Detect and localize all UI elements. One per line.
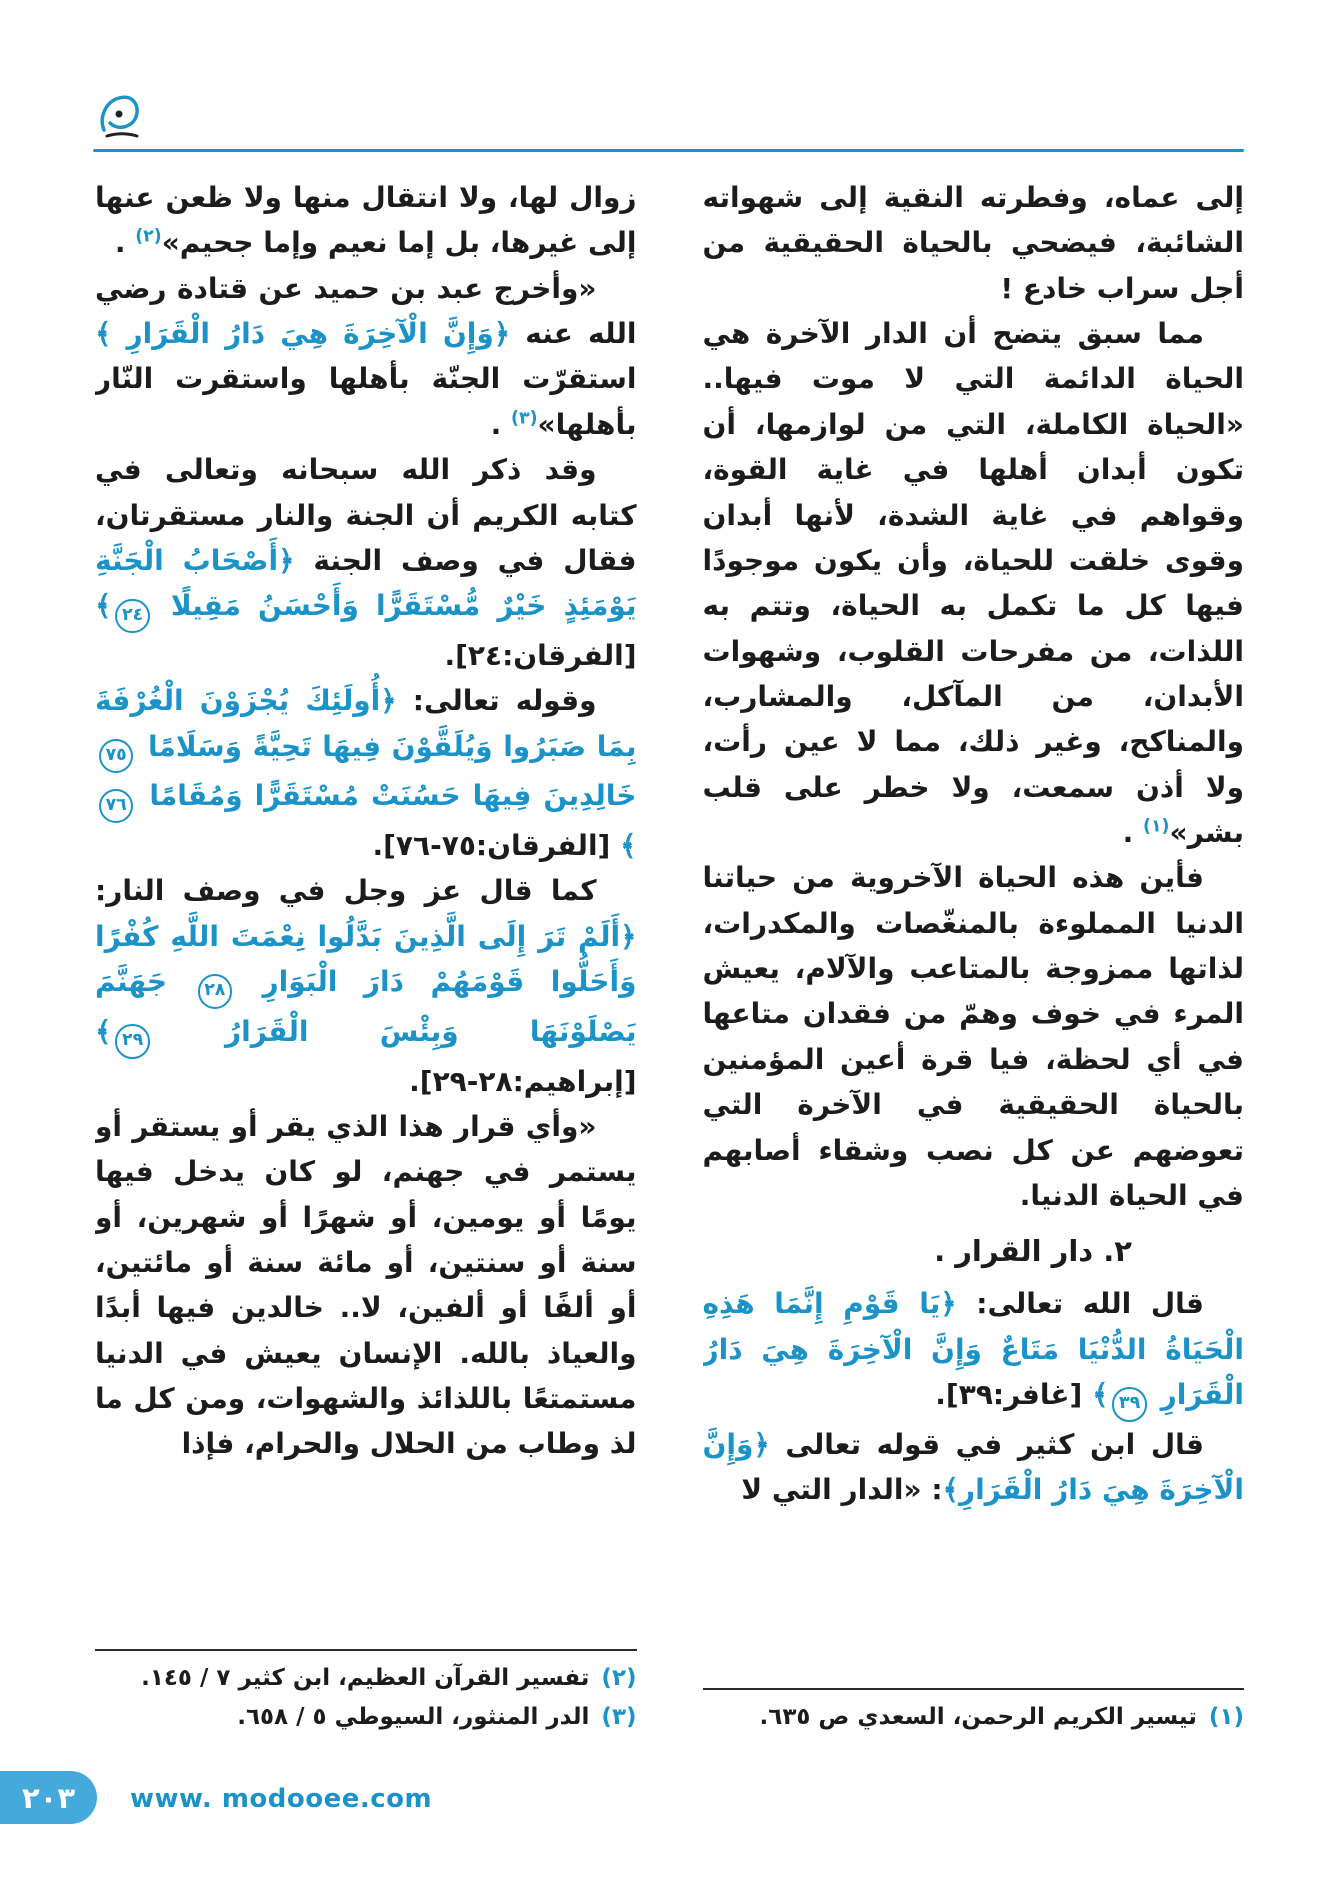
body-text: : «الدار التي لا [741, 1473, 943, 1507]
right-column-text [703, 175, 1245, 1512]
ayah-number: ٧٥ [99, 739, 133, 773]
body-text: كما قال عز وجل في وصف النار: [95, 874, 597, 908]
quran-verse: جَهَنَّمَ يَصْلَوْنَهَا وَبِئْسَ الْقَرَارُ [95, 965, 637, 1048]
footnote-number: (١) [1208, 1704, 1244, 1731]
ayah-number: ٧٦ [99, 789, 133, 823]
body-text: استقرّت الجنّة بأهلها واستقرت النّار بأهلها» [95, 362, 637, 441]
quran-verse: خَالِدِينَ فِيهَا حَسُنَتْ مُسْتَقَرًّا وَمُقَامًا [137, 779, 637, 813]
right-column [703, 175, 1245, 1740]
body-text: . [1122, 816, 1143, 850]
left-footnotes [95, 1643, 637, 1740]
quran-verse: ﴾ [95, 1014, 112, 1048]
footnote-rule [95, 1649, 637, 1651]
quran-verse: ﴾ [1092, 1377, 1109, 1411]
left-column-text [95, 175, 637, 1467]
body-text: وقد ذكر الله سبحانه وتعالى في كتابه الكريم أن الجنة والنار مستقرتان، فقال في وصف الجنة [95, 453, 637, 577]
body-text: . [114, 226, 136, 260]
paragraph [703, 1281, 1245, 1421]
body-text: . [490, 407, 512, 441]
header-rule [93, 149, 1244, 152]
verse-citation: [غافر:٣٩]. [935, 1377, 1093, 1411]
body-text: ٢. دار القرار . [934, 1234, 1132, 1269]
paragraph [703, 1422, 1245, 1513]
body-text: مما سبق يتضح أن الدار الآخرة هي الحياة الدائمة التي لا موت فيها.. «الحياة الكاملة، التي من لوازمها، أن تكون أبدان أهلها في غاية القوة، وقواهم في غاية الشدة، لأنها أبدان وقوى خلقت للحياة، وأن يكون موجودًا فيها كل ما تكمل به الحياة، وتتم به اللذات، من مفرحات القلوب، وشهوات الأبدان، من المآكل، والمشارب، والمناكح، وغير ذلك، مما لا عين رأت، ولا أذن سمعت، ولا خطر على قلب بشر» [702, 317, 1244, 850]
left-footnote-list [95, 1661, 637, 1736]
footnote-rule [703, 1688, 1245, 1690]
footnote [95, 1661, 637, 1697]
footnote [95, 1700, 637, 1736]
quran-verse: ﴾ [620, 829, 637, 863]
quran-verse: ﴾ [95, 589, 112, 623]
body-text: قال ابن كثير في قوله تعالى [769, 1427, 1204, 1461]
paragraph [95, 1104, 637, 1467]
paragraph [95, 678, 637, 868]
body-text: «وأي قرار هذا الذي يقر أو يستقر أو يستمر في جهنم، لو كان يدخل فيها يومًا أو يومين، أو شهرًا أو شهرين، أو سنة أو سنتين، أو مائة سنة أو مائتين، أو ألفًا أو ألفين، لا.. خالدين فيها أبدًا والعياذ بالله. الإنسان يعيش في الدنيا مستمتعًا باللذائذ والشهوات، ومن كل ما لذ وطاب من الحلال والحرام، فإذا [95, 1109, 637, 1461]
paragraph [703, 855, 1245, 1218]
verse-citation: [الفرقان:٧٥-٧٦]. [372, 829, 621, 863]
footnote-number: (٣) [601, 1704, 637, 1731]
ayah-number: ٢٩ [115, 1024, 149, 1058]
footnote-text: تفسير القرآن العظيم، ابن كثير ٧ / ١٤٥. [141, 1664, 590, 1691]
footnote-text: الدر المنثور، السيوطي ٥ / ٦٥٨. [237, 1704, 590, 1731]
body-text: قال الله تعالى: [956, 1287, 1204, 1321]
paragraph [95, 175, 637, 266]
right-footnotes [703, 1682, 1245, 1740]
ayah-number: ٣٩ [1112, 1387, 1146, 1421]
paragraph [703, 175, 1245, 311]
body-text: فأين هذه الحياة الآخروية من حياتنا الدنيا المملوءة بالمنغّصات والمكدرات، لذاتها ممزوجة بالمتاعب والآلام، يعيش المرء في خوف وهمّ من فقدان متاعها في أي لحظة، فيا قرة أعين المؤمنين بالحياة الحقيقية في الآخرة التي تعوضهم عن كل نصب وشقاء أصابهم في الحياة الدنيا. [702, 861, 1244, 1212]
body-text: زوال لها، ولا انتقال منها ولا ظعن عنها إلى غيرها، بل إما نعيم وإما جحيم» [95, 181, 637, 260]
page-content [95, 175, 1244, 1740]
right-footnote-list [703, 1700, 1245, 1736]
page-number-badge [0, 1771, 97, 1824]
verse-citation: [الفرقان:٢٤]. [444, 638, 637, 672]
quran-verse: ﴿أُولَئِكَ يُجْزَوْنَ الْغُرْفَةَ بِمَا صَبَرُوا وَيُلَقَّوْنَ فِيهَا تَحِيَّةً وَسَلَامًا [95, 684, 637, 763]
section-heading [703, 1228, 1245, 1275]
website-url: www. modooee.com [130, 1784, 433, 1814]
body-text: وقوله تعالى: [396, 684, 597, 718]
paragraph [95, 266, 637, 447]
paragraph [95, 868, 637, 1103]
header-logo-icon [95, 92, 143, 146]
paragraph [703, 311, 1245, 855]
footnote-marker: (٢) [135, 227, 162, 248]
footnote-number: (٢) [601, 1664, 637, 1691]
body-text: إلى عماه، وفطرته النقية إلى شهواته الشائبة، فيضحي بالحياة الحقيقية من أجل سراب خادع ! [702, 181, 1244, 305]
paragraph [95, 447, 637, 678]
page-number: ٢٠٣ [21, 1780, 76, 1815]
quran-verse: ﴿يَا قَوْمِ إِنَّمَا هَذِهِ الْحَيَاةُ الدُّنْيَا مَتَاعٌ وَإِنَّ الْآخِرَةَ هِيَ دَارُ الْقَرَارِ [702, 1287, 1244, 1411]
quran-verse: ﴿وَإِنَّ الْآخِرَةَ هِيَ دَارُ الْقَرَارِ ﴾ [95, 317, 511, 351]
ayah-number: ٢٤ [115, 599, 149, 633]
quran-verse: ﴿أَصْحَابُ الْجَنَّةِ يَوْمَئِذٍ خَيْرٌ مُّسْتَقَرًّا وَأَحْسَنُ مَقِيلًا [95, 543, 637, 623]
footnote-marker: (١) [1143, 816, 1170, 837]
footnote-marker: (٣) [511, 408, 538, 429]
quran-verse: ﴿أَلَمْ تَرَ إِلَى الَّذِينَ بَدَّلُوا نِعْمَتَ اللَّهِ كُفْرًا وَأَحَلُّوا قَوْمَهُمْ دَارَ الْبَوَارِ [95, 919, 637, 999]
body-text: «وأخرج عبد بن حميد عن قتادة رضي الله عنه [95, 271, 637, 351]
left-column [95, 175, 637, 1740]
ayah-number: ٢٨ [198, 974, 232, 1008]
footnote-text: تيسير الكريم الرحمن، السعدي ص ٦٣٥. [759, 1704, 1197, 1731]
verse-citation: [إبراهيم:٢٨-٢٩]. [409, 1064, 637, 1098]
footnote [703, 1700, 1245, 1736]
quran-verse: ﴿وَإِنَّ الْآخِرَةَ هِيَ دَارُ الْقَرَارِ﴾ [702, 1427, 1244, 1507]
